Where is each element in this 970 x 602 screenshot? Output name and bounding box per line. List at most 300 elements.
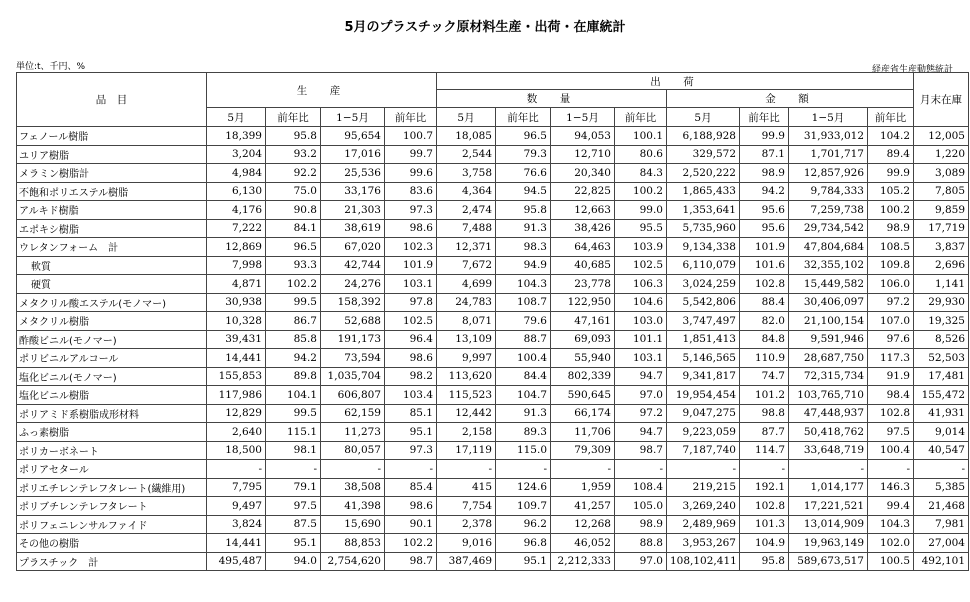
table-cell: 7,805	[914, 182, 969, 201]
table-cell: 69,093	[551, 330, 615, 349]
table-cell: 9,014	[914, 423, 969, 442]
table-cell: 28,687,750	[789, 349, 868, 368]
table-cell: 87.7	[740, 423, 789, 442]
table-cell: 102.5	[615, 256, 667, 275]
table-cell: 30,938	[207, 293, 266, 312]
table-body	[17, 127, 969, 571]
table-cell: 101.6	[740, 256, 789, 275]
table-cell: 98.2	[385, 367, 437, 386]
table-cell: 146.3	[868, 478, 914, 497]
table-cell: 96.2	[496, 515, 551, 534]
table-row	[17, 423, 969, 442]
table-cell: 6,130	[207, 182, 266, 201]
table-cell: 103.9	[615, 238, 667, 257]
table-cell: 9,341,817	[667, 367, 740, 386]
table-cell: 29,734,542	[789, 219, 868, 238]
table-cell: 21,100,154	[789, 312, 868, 331]
table-cell: 92.2	[266, 164, 321, 183]
table-cell: -	[207, 460, 266, 479]
table-cell: 8,526	[914, 330, 969, 349]
table-cell: 12,710	[551, 145, 615, 164]
table-cell: 99.0	[615, 201, 667, 220]
table-cell: 46,052	[551, 534, 615, 553]
row-item-name: ポリビニルアルコール	[17, 349, 207, 368]
table-cell: 117,986	[207, 386, 266, 405]
table-cell: 21,468	[914, 497, 969, 516]
table-cell: 191,173	[321, 330, 385, 349]
table-cell: 96.8	[496, 534, 551, 553]
table-cell: 101.9	[385, 256, 437, 275]
table-cell: 3,953,267	[667, 534, 740, 553]
table-cell: 113,620	[437, 367, 496, 386]
header-quantity: 数 量	[437, 90, 667, 108]
table-cell: 67,020	[321, 238, 385, 257]
table-cell: 12,857,926	[789, 164, 868, 183]
table-cell: 1,959	[551, 478, 615, 497]
table-cell: 2,640	[207, 423, 266, 442]
table-cell: 99.9	[740, 127, 789, 146]
table-cell: 19,963,149	[789, 534, 868, 553]
table-cell: 124.6	[496, 478, 551, 497]
table-cell: 3,269,240	[667, 497, 740, 516]
table-cell: 2,158	[437, 423, 496, 442]
table-cell: 90.1	[385, 515, 437, 534]
table-row	[17, 238, 969, 257]
row-item-name: ポリエチレンテレフタレート(繊維用)	[17, 478, 207, 497]
table-cell: 101.3	[740, 515, 789, 534]
table-cell: 102.8	[868, 404, 914, 423]
table-cell: 104.7	[496, 386, 551, 405]
table-cell: 2,474	[437, 201, 496, 220]
table-cell: 38,619	[321, 219, 385, 238]
table-cell: 97.6	[868, 330, 914, 349]
table-cell: 95.1	[385, 423, 437, 442]
table-row	[17, 478, 969, 497]
table-cell: 100.2	[868, 201, 914, 220]
table-cell: 80,057	[321, 441, 385, 460]
table-cell: 155,853	[207, 367, 266, 386]
table-cell: 98.8	[740, 404, 789, 423]
table-cell: 95.6	[740, 201, 789, 220]
table-cell: 100.1	[615, 127, 667, 146]
table-cell: 492,101	[914, 552, 969, 571]
table-cell: 98.9	[868, 219, 914, 238]
table-cell: 117.3	[868, 349, 914, 368]
row-item-name: その他の樹脂	[17, 534, 207, 553]
table-cell: 87.1	[740, 145, 789, 164]
table-cell: 13,014,909	[789, 515, 868, 534]
table-cell: 104.3	[496, 275, 551, 294]
table-cell: 29,930	[914, 293, 969, 312]
table-cell: 17,016	[321, 145, 385, 164]
table-cell: 89.3	[496, 423, 551, 442]
header-may: 5月	[437, 108, 496, 127]
table-cell: 94.0	[266, 552, 321, 571]
table-cell: 23,778	[551, 275, 615, 294]
table-cell: 104.6	[615, 293, 667, 312]
table-cell: 9,134,338	[667, 238, 740, 257]
table-row	[17, 552, 969, 571]
table-row	[17, 497, 969, 516]
table-cell: 95.8	[496, 201, 551, 220]
table-cell: 75.0	[266, 182, 321, 201]
table-cell: 83.6	[385, 182, 437, 201]
table-cell: 72,315,734	[789, 367, 868, 386]
table-cell: 12,268	[551, 515, 615, 534]
table-cell: 99.7	[385, 145, 437, 164]
table-cell: 80.6	[615, 145, 667, 164]
table-cell: 97.2	[868, 293, 914, 312]
header-yoy: 前年比	[266, 108, 321, 127]
table-cell: 11,273	[321, 423, 385, 442]
table-cell: 107.0	[868, 312, 914, 331]
table-cell: 108.4	[615, 478, 667, 497]
table-cell: 55,940	[551, 349, 615, 368]
table-cell: 94,053	[551, 127, 615, 146]
table-cell: 96.4	[385, 330, 437, 349]
table-cell: 110.9	[740, 349, 789, 368]
table-cell: 158,392	[321, 293, 385, 312]
table-cell: 97.0	[615, 386, 667, 405]
table-cell: 2,489,969	[667, 515, 740, 534]
table-row	[17, 201, 969, 220]
table-cell: 7,488	[437, 219, 496, 238]
table-cell: 2,378	[437, 515, 496, 534]
table-cell: 47,448,937	[789, 404, 868, 423]
table-cell: 104.2	[868, 127, 914, 146]
table-row	[17, 515, 969, 534]
table-cell: 98.3	[496, 238, 551, 257]
table-cell: 3,824	[207, 515, 266, 534]
table-cell: -	[437, 460, 496, 479]
table-cell: 104.9	[740, 534, 789, 553]
table-cell: 103.1	[385, 275, 437, 294]
table-cell: 99.4	[868, 497, 914, 516]
row-item-name: ウレタンフォーム 計	[17, 238, 207, 257]
row-item-name: 不飽和ポリエステル樹脂	[17, 182, 207, 201]
table-row	[17, 293, 969, 312]
table-cell: 85.1	[385, 404, 437, 423]
table-cell: 9,859	[914, 201, 969, 220]
table-cell: 50,418,762	[789, 423, 868, 442]
table-cell: -	[496, 460, 551, 479]
table-cell: 10,328	[207, 312, 266, 331]
table-cell: 40,547	[914, 441, 969, 460]
table-row	[17, 441, 969, 460]
table-cell: 100.2	[615, 182, 667, 201]
table-cell: 97.2	[615, 404, 667, 423]
table-cell: 100.7	[385, 127, 437, 146]
table-row	[17, 330, 969, 349]
table-cell: -	[667, 460, 740, 479]
table-cell: 9,497	[207, 497, 266, 516]
table-cell: 17,481	[914, 367, 969, 386]
table-cell: 27,004	[914, 534, 969, 553]
table-cell: 86.7	[266, 312, 321, 331]
table-cell: -	[789, 460, 868, 479]
table-cell: -	[615, 460, 667, 479]
row-item-name: メタクリル樹脂	[17, 312, 207, 331]
row-item-name: ユリア樹脂	[17, 145, 207, 164]
table-cell: -	[321, 460, 385, 479]
table-cell: 91.3	[496, 404, 551, 423]
source-note: 経産省生産動態統計	[871, 65, 953, 75]
table-cell: 94.2	[740, 182, 789, 201]
header-item: 品 目	[17, 73, 207, 127]
table-row	[17, 219, 969, 238]
table-cell: 108.5	[868, 238, 914, 257]
table-cell: 94.2	[266, 349, 321, 368]
table-cell: 98.6	[385, 219, 437, 238]
table-row	[17, 386, 969, 405]
table-cell: 95.1	[496, 552, 551, 571]
table-cell: 387,469	[437, 552, 496, 571]
table-cell: 9,591,946	[789, 330, 868, 349]
table-cell: 2,754,620	[321, 552, 385, 571]
table-cell: 9,997	[437, 349, 496, 368]
table-cell: 39,431	[207, 330, 266, 349]
table-cell: 100.4	[868, 441, 914, 460]
table-cell: 5,146,565	[667, 349, 740, 368]
table-cell: 1,141	[914, 275, 969, 294]
table-cell: 155,472	[914, 386, 969, 405]
table-cell: 88.4	[740, 293, 789, 312]
header-jan-may: 1−5月	[551, 108, 615, 127]
table-row	[17, 404, 969, 423]
table-cell: 95.6	[740, 219, 789, 238]
row-item-name: 塩化ビニル樹脂	[17, 386, 207, 405]
table-cell: 99.6	[385, 164, 437, 183]
table-row	[17, 312, 969, 331]
table-cell: 104.3	[868, 515, 914, 534]
table-cell: 95,654	[321, 127, 385, 146]
table-cell: 101.9	[740, 238, 789, 257]
table-cell: 99.5	[266, 404, 321, 423]
row-item-name: アルキド樹脂	[17, 201, 207, 220]
table-cell: 88.8	[615, 534, 667, 553]
table-cell: 7,754	[437, 497, 496, 516]
table-cell: 115.0	[496, 441, 551, 460]
table-cell: 31,933,012	[789, 127, 868, 146]
header-may: 5月	[667, 108, 740, 127]
table-cell: 33,648,719	[789, 441, 868, 460]
table-cell: 4,176	[207, 201, 266, 220]
row-item-name: フェノール樹脂	[17, 127, 207, 146]
table-row	[17, 367, 969, 386]
table-cell: 17,119	[437, 441, 496, 460]
table-cell: 104.1	[266, 386, 321, 405]
table-row	[17, 275, 969, 294]
row-item-name: 酢酸ビニル(モノマー)	[17, 330, 207, 349]
table-cell: 90.8	[266, 201, 321, 220]
table-cell: 64,463	[551, 238, 615, 257]
header-jan-may: 1−5月	[789, 108, 868, 127]
table-cell: 18,085	[437, 127, 496, 146]
table-cell: 85.4	[385, 478, 437, 497]
table-cell: 14,441	[207, 349, 266, 368]
table-cell: 802,339	[551, 367, 615, 386]
table-cell: 98.6	[385, 349, 437, 368]
table-cell: 94.5	[496, 182, 551, 201]
table-cell: 98.7	[385, 552, 437, 571]
table-cell: 12,005	[914, 127, 969, 146]
table-cell: 52,503	[914, 349, 969, 368]
table-cell: 94.7	[615, 367, 667, 386]
table-cell: 12,442	[437, 404, 496, 423]
table-cell: 2,544	[437, 145, 496, 164]
table-cell: 106.0	[868, 275, 914, 294]
table-row	[17, 256, 969, 275]
table-cell: 21,303	[321, 201, 385, 220]
table-row	[17, 349, 969, 368]
table-cell: 73,594	[321, 349, 385, 368]
table-row	[17, 145, 969, 164]
table-cell: 97.8	[385, 293, 437, 312]
table-cell: 22,825	[551, 182, 615, 201]
table-cell: 109.8	[868, 256, 914, 275]
table-cell: 3,747,497	[667, 312, 740, 331]
table-cell: 52,688	[321, 312, 385, 331]
table-cell: 219,215	[667, 478, 740, 497]
table-cell: 95.5	[615, 219, 667, 238]
header-yoy: 前年比	[615, 108, 667, 127]
row-item-name: ポリブチレンテレフタレート	[17, 497, 207, 516]
table-cell: 76.6	[496, 164, 551, 183]
table-cell: 20,340	[551, 164, 615, 183]
table-cell: 98.9	[740, 164, 789, 183]
table-cell: 9,016	[437, 534, 496, 553]
table-cell: 97.3	[385, 201, 437, 220]
table-cell: 17,221,521	[789, 497, 868, 516]
table-cell: 97.5	[868, 423, 914, 442]
table-cell: 7,187,740	[667, 441, 740, 460]
table-cell: 47,161	[551, 312, 615, 331]
table-cell: 1,220	[914, 145, 969, 164]
table-row	[17, 534, 969, 553]
table-cell: 3,758	[437, 164, 496, 183]
table-cell: 108,102,411	[667, 552, 740, 571]
table-cell: 89.8	[266, 367, 321, 386]
table-row	[17, 164, 969, 183]
table-cell: 15,690	[321, 515, 385, 534]
table-cell: 2,520,222	[667, 164, 740, 183]
table-cell: 33,176	[321, 182, 385, 201]
table-cell: 1,701,717	[789, 145, 868, 164]
row-item-name: ポリアミド系樹脂成形材料	[17, 404, 207, 423]
table-cell: 15,449,582	[789, 275, 868, 294]
table-cell: 47,804,684	[789, 238, 868, 257]
table-cell: 415	[437, 478, 496, 497]
table-cell: 192.1	[740, 478, 789, 497]
table-cell: 93.2	[266, 145, 321, 164]
table-cell: 32,355,102	[789, 256, 868, 275]
table-cell: 103.1	[615, 349, 667, 368]
table-cell: 114.7	[740, 441, 789, 460]
row-item-name: エポキシ樹脂	[17, 219, 207, 238]
table-cell: 98.9	[615, 515, 667, 534]
table-row	[17, 460, 969, 479]
table-cell: 590,645	[551, 386, 615, 405]
table-cell: 3,089	[914, 164, 969, 183]
table-cell: 2,696	[914, 256, 969, 275]
header-yoy: 前年比	[740, 108, 789, 127]
table-cell: 12,869	[207, 238, 266, 257]
table-cell: 495,487	[207, 552, 266, 571]
row-item-name: 軟質	[17, 256, 207, 275]
table-cell: 7,998	[207, 256, 266, 275]
table-cell: 106.3	[615, 275, 667, 294]
table-cell: 14,441	[207, 534, 266, 553]
table-cell: 66,174	[551, 404, 615, 423]
table-cell: 98.6	[385, 497, 437, 516]
header-yoy: 前年比	[868, 108, 914, 127]
table-cell: 102.8	[740, 275, 789, 294]
header-jan-may: 1−5月	[321, 108, 385, 127]
table-cell: 96.5	[266, 238, 321, 257]
table-cell: 89.4	[868, 145, 914, 164]
table-cell: 329,572	[667, 145, 740, 164]
header-amount: 金 額	[667, 90, 914, 108]
table-cell: 91.3	[496, 219, 551, 238]
page-title: 5月のプラスチック原材料生産・出荷・在庫統計	[344, 20, 626, 35]
table-row	[17, 182, 969, 201]
table-cell: -	[266, 460, 321, 479]
table-cell: 103.0	[615, 312, 667, 331]
table-cell: 98.4	[868, 386, 914, 405]
table-cell: 105.0	[615, 497, 667, 516]
table-cell: 105.2	[868, 182, 914, 201]
row-item-name: 塩化ビニル(モノマー)	[17, 367, 207, 386]
header-production: 生 産	[207, 73, 437, 108]
table-cell: 4,699	[437, 275, 496, 294]
row-item-name: ふっ素樹脂	[17, 423, 207, 442]
table-cell: 84.4	[496, 367, 551, 386]
table-cell: 12,371	[437, 238, 496, 257]
table-cell: 87.5	[266, 515, 321, 534]
table-cell: 1,014,177	[789, 478, 868, 497]
header-may: 5月	[207, 108, 266, 127]
table-cell: 102.8	[740, 497, 789, 516]
table-cell: 5,735,960	[667, 219, 740, 238]
table-cell: 122,950	[551, 293, 615, 312]
table-cell: 17,719	[914, 219, 969, 238]
table-cell: 95.8	[266, 127, 321, 146]
row-item-name: ポリフェニレンサルファイド	[17, 515, 207, 534]
row-item-name: 硬質	[17, 275, 207, 294]
row-item-name: プラスチック 計	[17, 552, 207, 571]
table-cell: 99.5	[266, 293, 321, 312]
table-cell: 82.0	[740, 312, 789, 331]
statistics-table	[16, 72, 969, 571]
table-cell: 19,325	[914, 312, 969, 331]
table-cell: 9,784,333	[789, 182, 868, 201]
table-cell: 7,672	[437, 256, 496, 275]
table-cell: 84.8	[740, 330, 789, 349]
table-cell: 42,744	[321, 256, 385, 275]
table-cell: 98.7	[615, 441, 667, 460]
table-cell: 8,071	[437, 312, 496, 331]
table-cell: 85.8	[266, 330, 321, 349]
table-cell: 11,706	[551, 423, 615, 442]
header-inventory: 月末在庫	[914, 73, 969, 127]
table-cell: 4,984	[207, 164, 266, 183]
table-cell: 18,399	[207, 127, 266, 146]
header-shipment: 出 荷	[437, 73, 914, 90]
table-cell: 97.5	[266, 497, 321, 516]
table-cell: 84.1	[266, 219, 321, 238]
table-cell: 9,047,275	[667, 404, 740, 423]
table-cell: 91.9	[868, 367, 914, 386]
